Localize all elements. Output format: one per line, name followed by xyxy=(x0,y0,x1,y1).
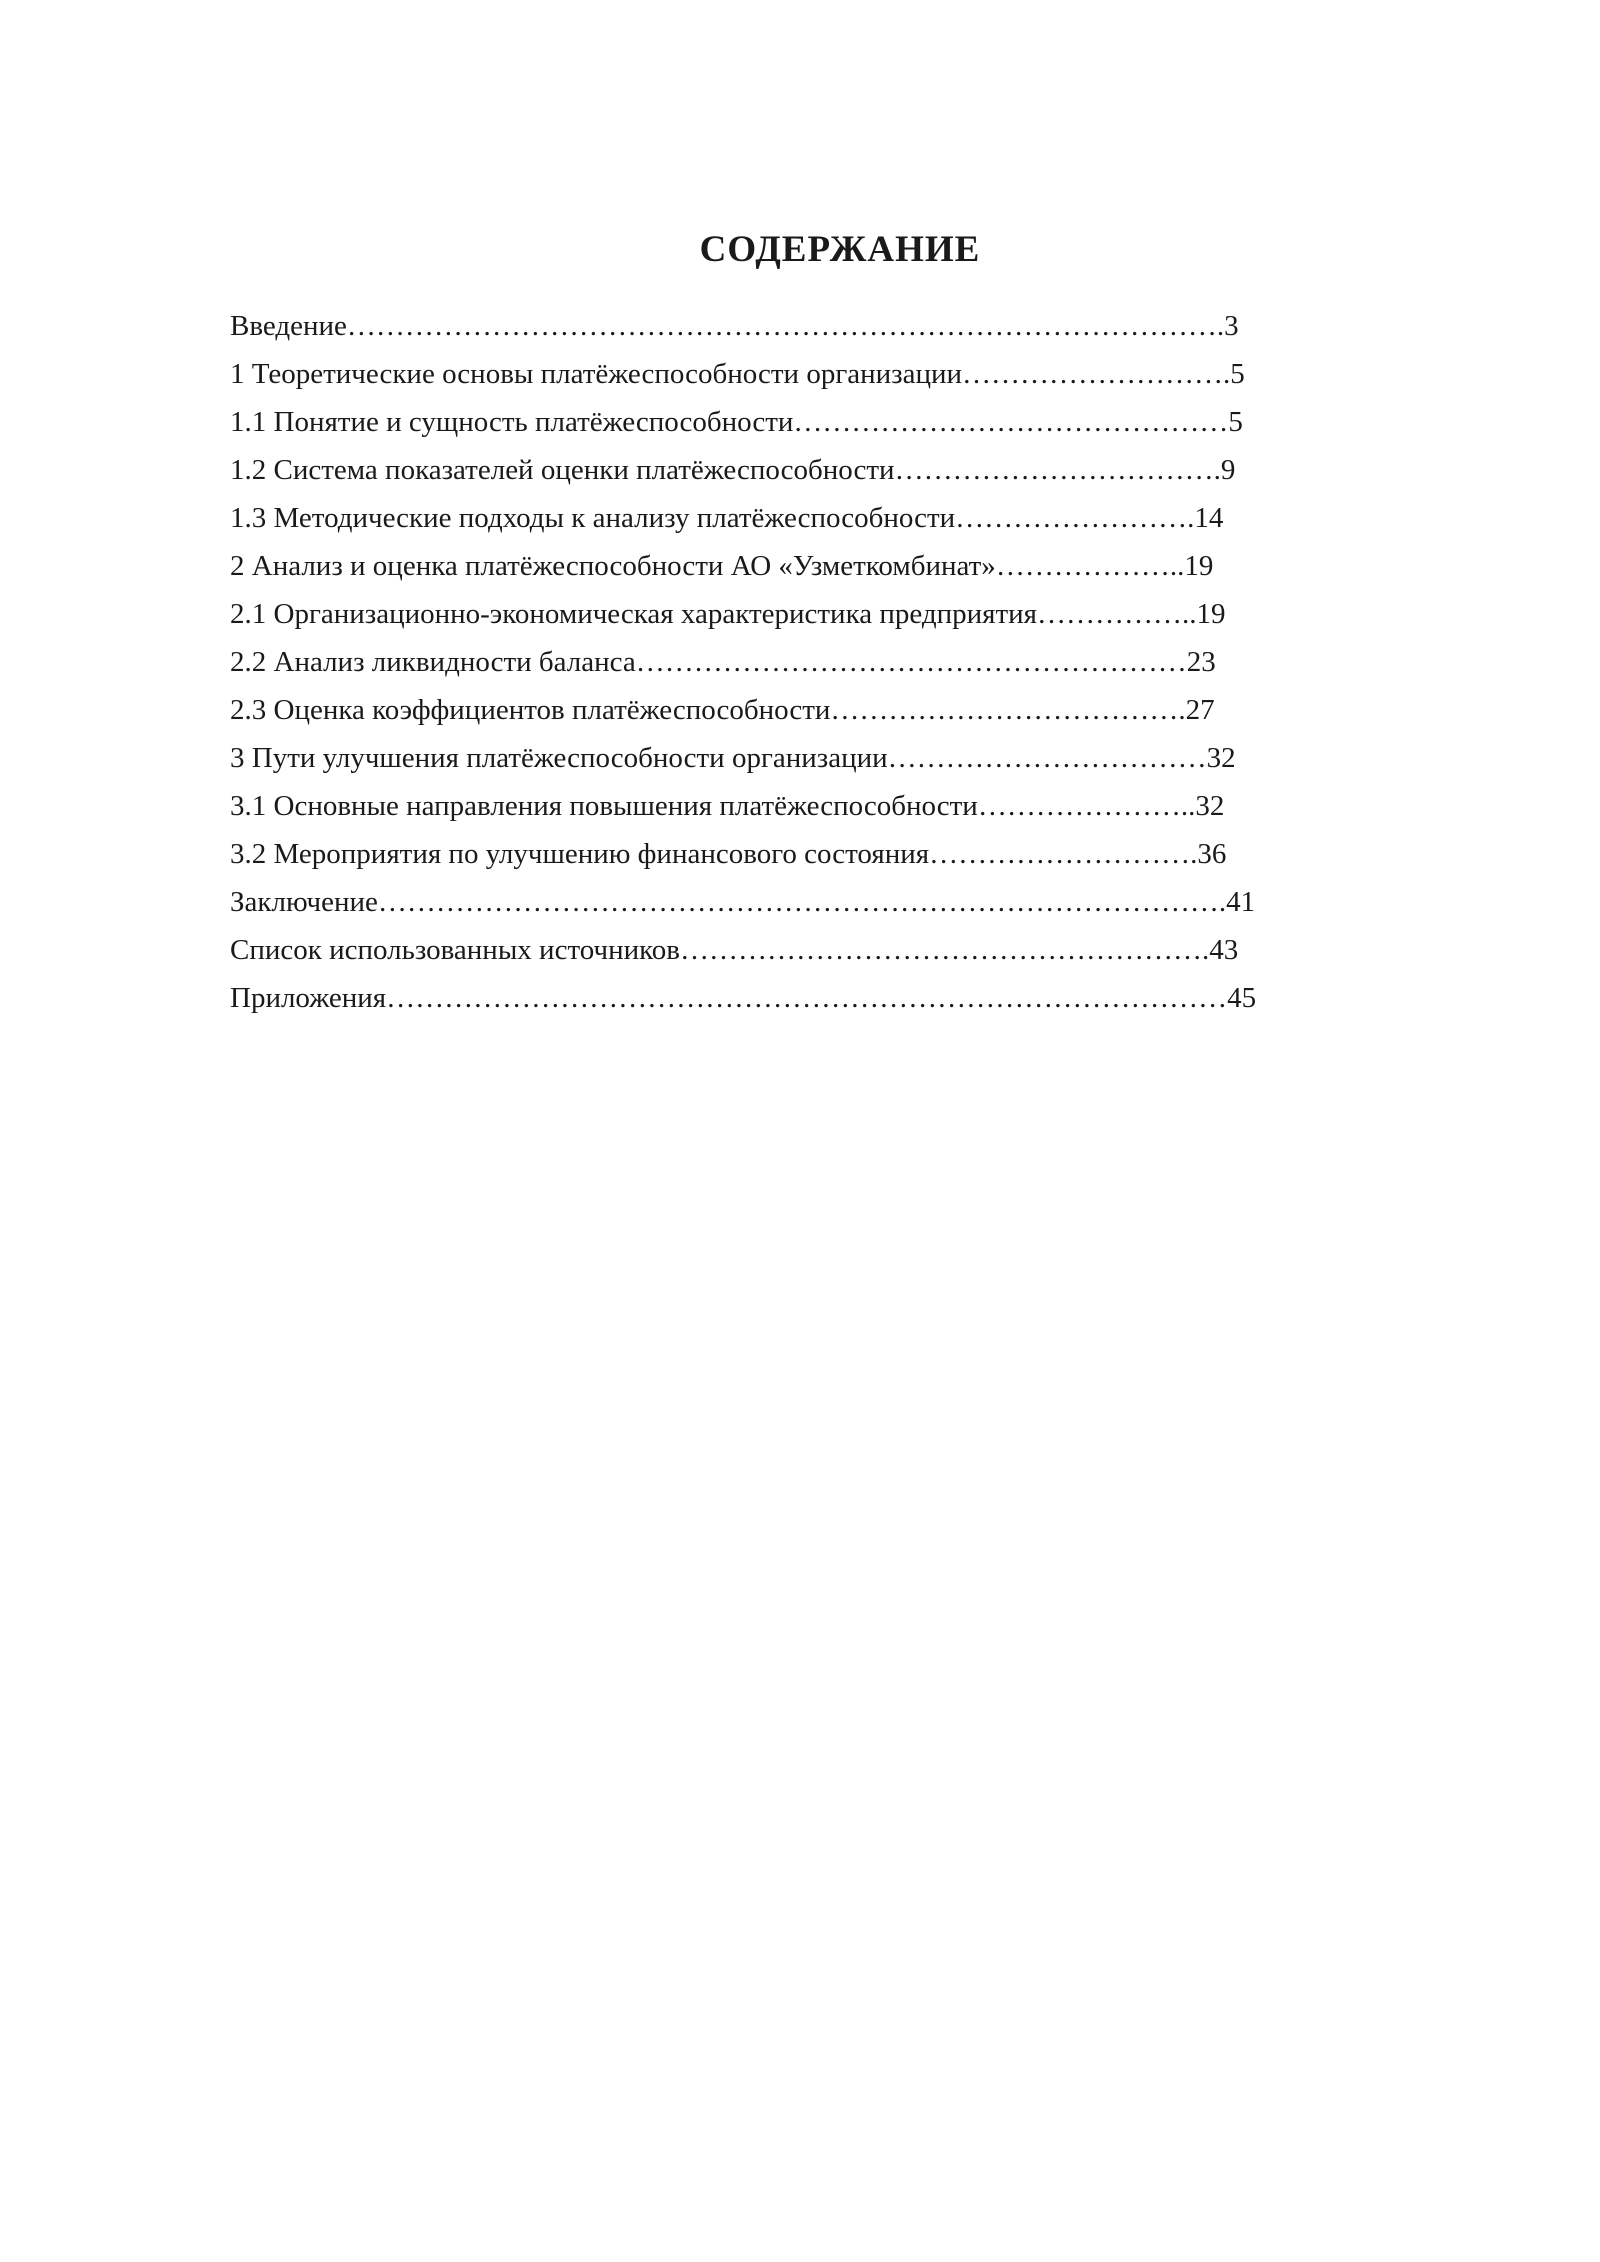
toc-entry-text: 1.3 Методические подходы к анализу платёжеспособности xyxy=(230,502,956,534)
toc-entry-page: 43 xyxy=(1209,934,1239,966)
toc-entry-page: 32 xyxy=(1206,742,1236,774)
toc-entry-page: 45 xyxy=(1227,982,1257,1014)
toc-entry-leader: …………………………… xyxy=(887,742,1207,774)
toc-entry-page: 36 xyxy=(1197,838,1227,870)
toc-entry-text: 1.2 Система показателей оценки платёжеспособности xyxy=(230,454,895,486)
toc-entry-page: 19 xyxy=(1196,598,1226,630)
toc-entry-page: 5 xyxy=(1230,358,1245,390)
toc-entry-page: 9 xyxy=(1220,454,1236,486)
toc-entry xyxy=(230,446,1430,494)
toc-entry-leader: ……………………. xyxy=(955,502,1195,534)
toc-entry-leader: ……………………………………… xyxy=(793,406,1229,438)
page-title: СОДЕРЖАНИЕ xyxy=(699,229,981,270)
toc-entry-text: Список использованных источников xyxy=(230,934,680,966)
table-of-contents xyxy=(230,302,1430,1022)
toc-entry-leader: ……………………………. xyxy=(894,454,1221,486)
toc-entry xyxy=(230,734,1430,782)
toc-entry-leader: ………………………………………………… xyxy=(635,646,1187,678)
toc-entry xyxy=(230,350,1430,398)
toc-entry-text: 2.1 Организационно-экономическая характеристика предприятия xyxy=(230,598,1038,630)
toc-entry-page: 14 xyxy=(1194,502,1224,534)
toc-entry-page: 3 xyxy=(1224,310,1239,342)
toc-entry xyxy=(230,494,1430,542)
toc-entry-leader: …………….. xyxy=(1037,598,1197,630)
toc-entry-leader: ………………………. xyxy=(929,838,1198,870)
toc-entry-text: Приложения xyxy=(230,982,387,1014)
toc-entry-text: 2 Анализ и оценка платёжеспособности АО «Узметкомбинат» xyxy=(230,550,996,582)
toc-entry xyxy=(230,974,1430,1022)
toc-entry xyxy=(230,878,1430,926)
toc-entry-leader: ………………………………………………………………………………. xyxy=(346,310,1225,342)
toc-entry-text: 1 Теоретические основы платёжеспособности организации xyxy=(230,358,963,390)
toc-entry-text: 1.1 Понятие и сущность платёжеспособности xyxy=(230,406,794,438)
toc-entry-page: 23 xyxy=(1186,646,1216,678)
toc-entry xyxy=(230,782,1430,830)
toc-entry xyxy=(230,398,1430,446)
toc-entry-leader: ………………………. xyxy=(962,358,1231,390)
toc-entry-text: 2.3 Оценка коэффициентов платёжеспособности xyxy=(230,694,831,726)
toc-entry xyxy=(230,542,1430,590)
toc-entry-page: 41 xyxy=(1226,886,1256,918)
toc-entry-page: 5 xyxy=(1228,406,1243,438)
toc-entry-text: 3.1 Основные направления повышения платёжеспособности xyxy=(230,790,978,822)
toc-entry-text: Заключение xyxy=(230,886,378,918)
toc-entry-leader: ………………………………………………. xyxy=(679,934,1210,966)
toc-entry-page: 19 xyxy=(1184,550,1214,582)
toc-entry-leader: ………………….. xyxy=(977,790,1196,822)
toc-entry-text: Введение xyxy=(230,310,347,342)
toc-entry-text: 2.2 Анализ ликвидности баланса xyxy=(230,646,636,678)
toc-entry-leader: …………………………………………………………………………… xyxy=(386,982,1228,1014)
toc-entry xyxy=(230,830,1430,878)
toc-entry xyxy=(230,302,1430,350)
toc-entry-leader: ………………………………. xyxy=(830,694,1186,726)
toc-entry xyxy=(230,590,1430,638)
toc-entry-text: 3 Пути улучшения платёжеспособности организации xyxy=(230,742,888,774)
toc-entry-page: 32 xyxy=(1195,790,1225,822)
toc-entry-page: 27 xyxy=(1185,694,1215,726)
toc-entry-leader: ……………………………………………………………………………. xyxy=(377,886,1227,918)
toc-entry-text: 3.2 Мероприятия по улучшению финансового состояния xyxy=(230,838,930,870)
toc-entry xyxy=(230,686,1430,734)
toc-entry xyxy=(230,926,1430,974)
toc-entry xyxy=(230,638,1430,686)
toc-entry-leader: ……………….. xyxy=(995,550,1185,582)
